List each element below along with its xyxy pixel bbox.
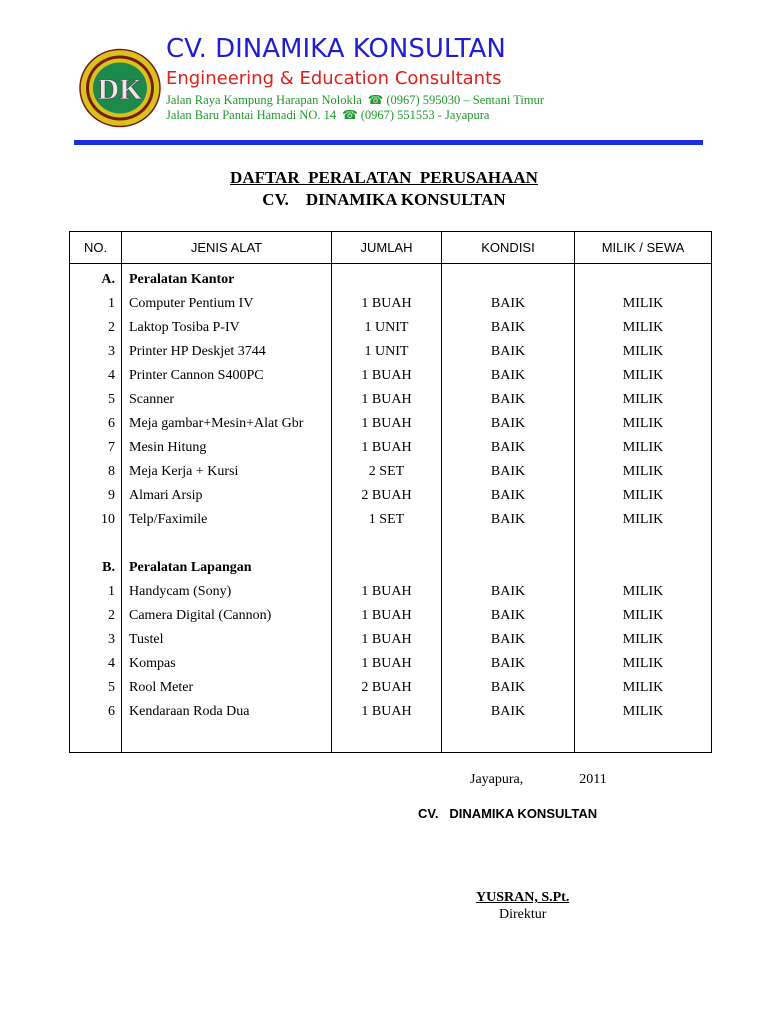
row-number: 3 xyxy=(70,628,122,652)
row-number: 4 xyxy=(70,652,122,676)
empty-cell xyxy=(575,264,712,293)
equipment-name: Laktop Tosiba P-IV xyxy=(122,316,332,340)
row-number: 5 xyxy=(70,676,122,700)
equipment-name: Scanner xyxy=(122,388,332,412)
ownership: MILIK xyxy=(575,340,712,364)
ownership: MILIK xyxy=(575,412,712,436)
phone-2-text: (0967) 551553 - Jayapura xyxy=(360,108,490,122)
table-row xyxy=(70,652,712,676)
document-title: DAFTAR PERALATAN PERUSAHAAN xyxy=(230,168,538,187)
quantity: 1 BUAH xyxy=(332,436,442,460)
condition: BAIK xyxy=(442,652,575,676)
phone-icon: ☎ xyxy=(367,93,384,107)
condition: BAIK xyxy=(442,676,575,700)
empty-cell xyxy=(122,724,332,753)
condition: BAIK xyxy=(442,436,575,460)
phone-1-text: (0967) 595030 – Sentani Timur xyxy=(386,93,545,107)
section-title: Peralatan Lapangan xyxy=(122,556,332,580)
row-number: 1 xyxy=(70,580,122,604)
quantity: 1 BUAH xyxy=(332,580,442,604)
table-row xyxy=(70,388,712,412)
section-title: Peralatan Kantor xyxy=(122,264,332,293)
quantity: 1 BUAH xyxy=(332,292,442,316)
empty-cell xyxy=(122,532,332,556)
equipment-name: Tustel xyxy=(122,628,332,652)
condition: BAIK xyxy=(442,460,575,484)
quantity: 1 BUAH xyxy=(332,388,442,412)
table-row xyxy=(70,460,712,484)
empty-cell xyxy=(575,724,712,753)
header-no: NO. xyxy=(70,232,122,264)
table-row xyxy=(70,700,712,724)
table-row xyxy=(70,628,712,652)
signatory-name: YUSRAN, S.Pt. xyxy=(476,890,570,905)
ownership: MILIK xyxy=(575,652,712,676)
row-number: 2 xyxy=(70,604,122,628)
company-logo xyxy=(79,48,161,128)
equipment-name: Kendaraan Roda Dua xyxy=(122,700,332,724)
empty-cell xyxy=(442,264,575,293)
equipment-name: Meja gambar+Mesin+Alat Gbr xyxy=(122,412,332,436)
equipment-name: Telp/Faximile xyxy=(122,508,332,532)
quantity: 2 SET xyxy=(332,460,442,484)
row-number: 3 xyxy=(70,340,122,364)
table-row xyxy=(70,340,712,364)
empty-cell xyxy=(575,532,712,556)
condition: BAIK xyxy=(442,580,575,604)
ownership: MILIK xyxy=(575,316,712,340)
table-row xyxy=(70,484,712,508)
row-number: 2 xyxy=(70,316,122,340)
equipment-name: Meja Kerja + Kursi xyxy=(122,460,332,484)
logo-monogram: DK xyxy=(97,73,143,106)
ownership: MILIK xyxy=(575,700,712,724)
header-milik-sewa: MILIK / SEWA xyxy=(575,232,712,264)
equipment-name: Handycam (Sony) xyxy=(122,580,332,604)
signature-place: Jayapura, xyxy=(470,772,524,787)
ownership: MILIK xyxy=(575,604,712,628)
section-number: A. xyxy=(70,264,122,293)
ownership: MILIK xyxy=(575,364,712,388)
ownership: MILIK xyxy=(575,388,712,412)
spacer-row xyxy=(70,532,712,556)
company-tagline: Engineering & Education Consultants xyxy=(166,68,502,89)
condition: BAIK xyxy=(442,484,575,508)
table-row xyxy=(70,412,712,436)
header-kondisi: KONDISI xyxy=(442,232,575,264)
quantity: 1 BUAH xyxy=(332,628,442,652)
signatory-title: Direktur xyxy=(499,907,547,922)
quantity: 1 BUAH xyxy=(332,604,442,628)
empty-cell xyxy=(70,532,122,556)
condition: BAIK xyxy=(442,316,575,340)
row-number: 4 xyxy=(70,364,122,388)
row-number: 10 xyxy=(70,508,122,532)
table-row xyxy=(70,316,712,340)
section-number: B. xyxy=(70,556,122,580)
ownership: MILIK xyxy=(575,460,712,484)
row-number: 5 xyxy=(70,388,122,412)
empty-cell xyxy=(442,556,575,580)
quantity: 1 BUAH xyxy=(332,652,442,676)
section-header-row xyxy=(70,264,712,293)
header-jumlah: JUMLAH xyxy=(332,232,442,264)
equipment-name: Kompas xyxy=(122,652,332,676)
quantity: 1 UNIT xyxy=(332,340,442,364)
table-row xyxy=(70,580,712,604)
phone-icon: ☎ xyxy=(342,108,358,122)
quantity: 1 BUAH xyxy=(332,700,442,724)
table-row xyxy=(70,436,712,460)
quantity: 1 BUAH xyxy=(332,364,442,388)
table-row xyxy=(70,604,712,628)
condition: BAIK xyxy=(442,340,575,364)
address-line-2 xyxy=(166,107,489,123)
condition: BAIK xyxy=(442,364,575,388)
quantity: 1 BUAH xyxy=(332,412,442,436)
condition: BAIK xyxy=(442,604,575,628)
row-number: 8 xyxy=(70,460,122,484)
quantity: 1 UNIT xyxy=(332,316,442,340)
row-number: 9 xyxy=(70,484,122,508)
equipment-table xyxy=(69,231,712,753)
row-number: 7 xyxy=(70,436,122,460)
address-line-1 xyxy=(166,92,544,108)
empty-cell xyxy=(332,264,442,293)
equipment-name: Printer Cannon S400PC xyxy=(122,364,332,388)
empty-cell xyxy=(442,532,575,556)
signature-place-date xyxy=(470,772,607,788)
header-jenis-alat: JENIS ALAT xyxy=(122,232,332,264)
quantity: 2 BUAH xyxy=(332,676,442,700)
equipment-name: Camera Digital (Cannon) xyxy=(122,604,332,628)
quantity: 1 SET xyxy=(332,508,442,532)
table-row xyxy=(70,676,712,700)
empty-cell xyxy=(442,724,575,753)
empty-cell xyxy=(575,556,712,580)
equipment-name: Rool Meter xyxy=(122,676,332,700)
condition: BAIK xyxy=(442,628,575,652)
table-header-row xyxy=(70,232,712,264)
ownership: MILIK xyxy=(575,628,712,652)
document-subtitle: CV. DINAMIKA KONSULTAN xyxy=(262,190,506,209)
condition: BAIK xyxy=(442,292,575,316)
address-2-text: Jalan Baru Pantai Hamadi NO. 14 xyxy=(166,108,337,122)
equipment-name: Printer HP Deskjet 3744 xyxy=(122,340,332,364)
equipment-name: Computer Pentium IV xyxy=(122,292,332,316)
equipment-name: Mesin Hitung xyxy=(122,436,332,460)
ownership: MILIK xyxy=(575,484,712,508)
table-row xyxy=(70,364,712,388)
empty-cell xyxy=(332,724,442,753)
ownership: MILIK xyxy=(575,436,712,460)
ownership: MILIK xyxy=(575,508,712,532)
equipment-name: Almari Arsip xyxy=(122,484,332,508)
ownership: MILIK xyxy=(575,676,712,700)
table-body xyxy=(70,264,712,753)
signature-year: 2011 xyxy=(579,772,607,787)
quantity: 2 BUAH xyxy=(332,484,442,508)
ownership: MILIK xyxy=(575,580,712,604)
empty-cell xyxy=(332,532,442,556)
table-bottom-row xyxy=(70,724,712,753)
condition: BAIK xyxy=(442,412,575,436)
empty-cell xyxy=(332,556,442,580)
section-header-row xyxy=(70,556,712,580)
letterhead-divider xyxy=(74,140,703,145)
row-number: 1 xyxy=(70,292,122,316)
condition: BAIK xyxy=(442,700,575,724)
address-1-text: Jalan Raya Kampung Harapan Nolokla xyxy=(166,93,362,107)
row-number: 6 xyxy=(70,412,122,436)
condition: BAIK xyxy=(442,508,575,532)
company-name: CV. DINAMIKA KONSULTAN xyxy=(166,34,506,64)
table-row xyxy=(70,292,712,316)
row-number: 6 xyxy=(70,700,122,724)
table-row xyxy=(70,508,712,532)
condition: BAIK xyxy=(442,388,575,412)
ownership: MILIK xyxy=(575,292,712,316)
signature-company: CV. DINAMIKA KONSULTAN xyxy=(418,806,598,821)
empty-cell xyxy=(70,724,122,753)
